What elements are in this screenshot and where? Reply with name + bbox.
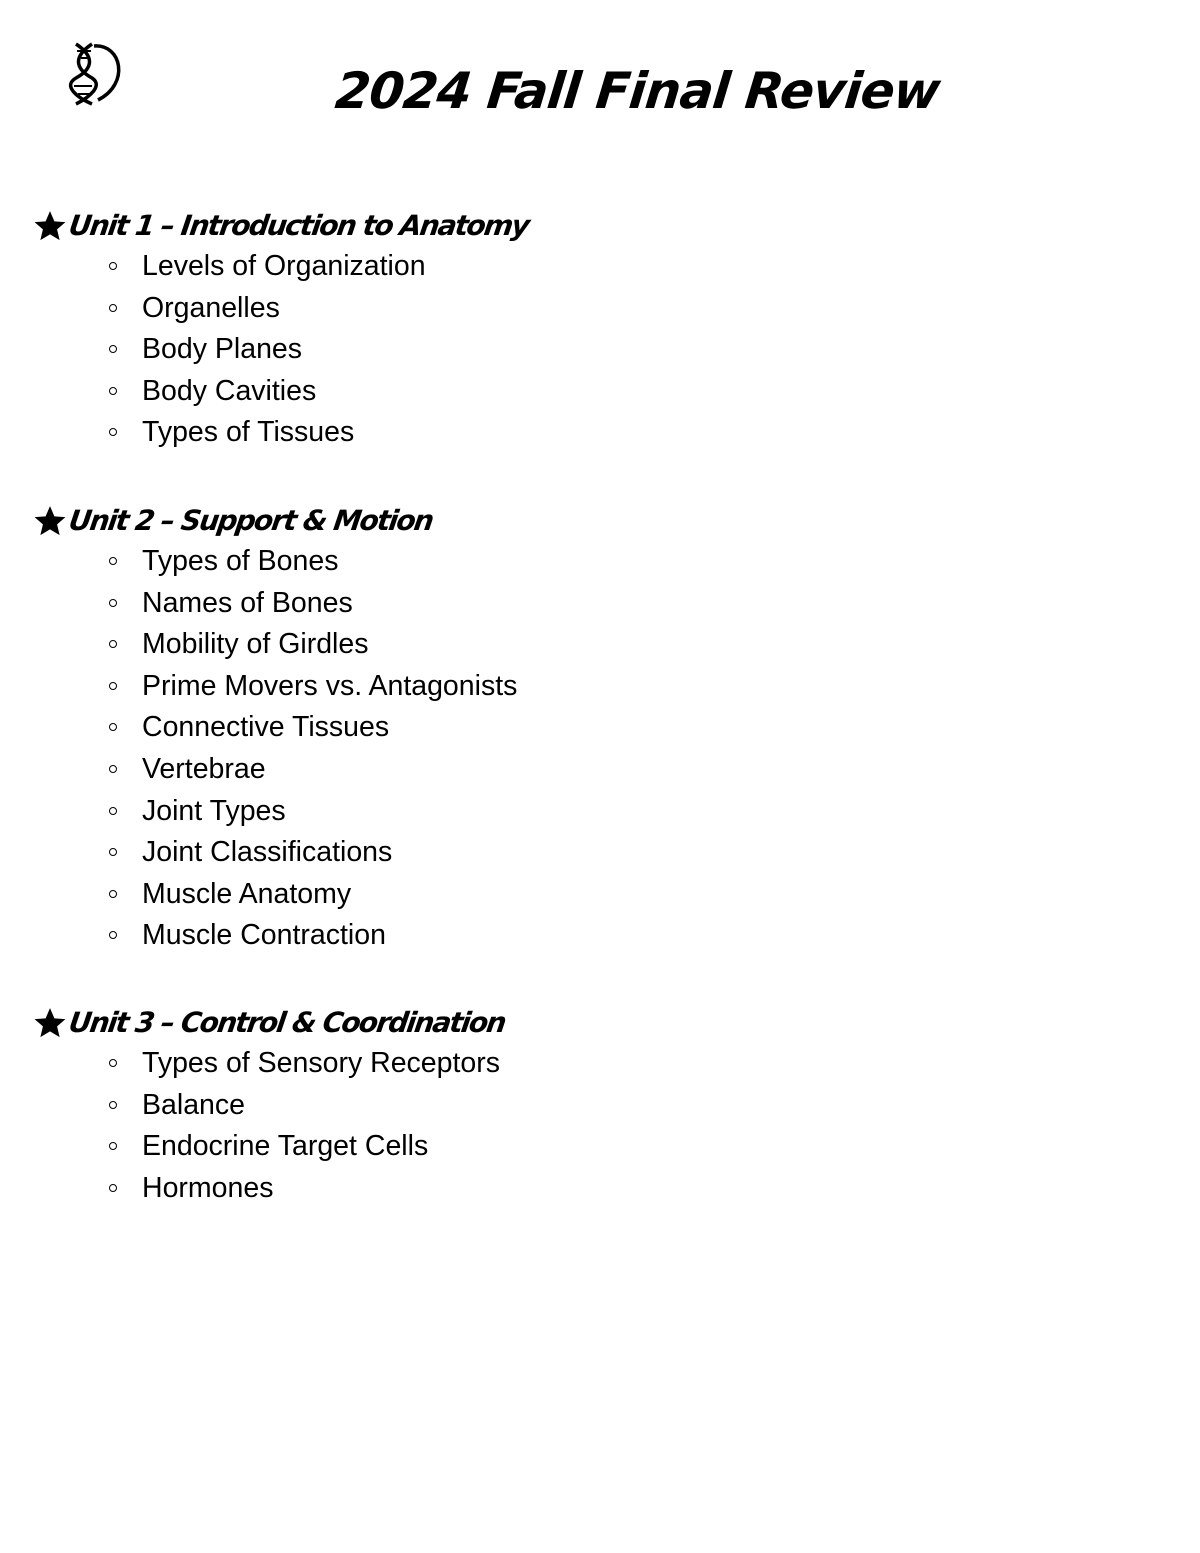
circle-bullet-icon: [109, 599, 117, 607]
star-icon: [33, 209, 67, 243]
list-item: [33, 749, 517, 791]
list-item: [33, 832, 517, 874]
star-icon: [33, 504, 67, 538]
circle-bullet-icon: [109, 807, 117, 815]
unit-section: [33, 1003, 508, 1209]
list-item: [33, 541, 517, 583]
circle-bullet-icon: [109, 1059, 117, 1067]
topic-label: Endocrine Target Cells: [142, 1130, 429, 1163]
star-icon: [33, 1006, 67, 1040]
topic-label: Muscle Anatomy: [142, 877, 352, 910]
topic-label: Prime Movers vs. Antagonists: [142, 669, 518, 702]
circle-bullet-icon: [109, 1101, 117, 1109]
list-item: [33, 329, 528, 371]
topic-label: Muscle Contraction: [142, 919, 386, 952]
circle-bullet-icon: [109, 1184, 117, 1192]
unit-heading: [33, 206, 531, 246]
topic-label: Names of Bones: [142, 586, 353, 619]
list-item: [33, 412, 528, 454]
circle-bullet-icon: [109, 387, 117, 395]
topic-label: Vertebrae: [142, 752, 266, 785]
topic-label: Balance: [142, 1088, 245, 1121]
circle-bullet-icon: [109, 890, 117, 898]
topic-label: Hormones: [142, 1171, 274, 1204]
circle-bullet-icon: [109, 262, 117, 270]
list-item: [33, 707, 517, 749]
topic-label: Connective Tissues: [142, 711, 390, 744]
circle-bullet-icon: [109, 931, 117, 939]
circle-bullet-icon: [109, 428, 117, 436]
circle-bullet-icon: [109, 345, 117, 353]
unit-section: [33, 501, 517, 957]
unit-section: [33, 206, 531, 454]
circle-bullet-icon: [109, 557, 117, 565]
topic-label: Body Planes: [142, 333, 303, 366]
topic-label: Joint Classifications: [142, 836, 393, 869]
topic-label: Types of Bones: [142, 545, 339, 577]
list-item: [33, 1043, 505, 1085]
list-item: [33, 874, 517, 916]
circle-bullet-icon: [109, 723, 117, 731]
topic-list: [33, 541, 517, 957]
topic-label: Levels of Organization: [142, 250, 426, 282]
circle-bullet-icon: [109, 848, 117, 856]
circle-bullet-icon: [109, 640, 117, 648]
list-item: [33, 666, 517, 708]
topic-label: Types of Tissues: [142, 416, 355, 449]
list-item: [33, 583, 517, 625]
topic-label: Mobility of Girdles: [142, 628, 369, 661]
circle-bullet-icon: [109, 682, 117, 690]
list-item: [33, 288, 528, 330]
unit-title: Unit 3 – Control & Coordination: [66, 1006, 508, 1039]
topic-label: Types of Sensory Receptors: [142, 1047, 501, 1079]
list-item: [33, 791, 517, 833]
topic-label: Body Cavities: [142, 374, 317, 407]
page-title: 2024 Fall Final Review: [332, 62, 943, 120]
unit-heading: [33, 1003, 508, 1043]
list-item: [33, 371, 528, 413]
unit-title: Unit 2 – Support & Motion: [66, 504, 435, 537]
list-item: [33, 246, 528, 288]
circle-bullet-icon: [109, 304, 117, 312]
list-item: [33, 1085, 505, 1127]
circle-bullet-icon: [109, 765, 117, 773]
unit-title: Unit 1 – Introduction to Anatomy: [66, 209, 531, 242]
list-item: [33, 1126, 505, 1168]
circle-bullet-icon: [109, 1142, 117, 1150]
list-item: [33, 1168, 505, 1210]
topic-list: [33, 1043, 505, 1209]
topic-label: Organelles: [142, 291, 280, 324]
list-item: [33, 915, 517, 957]
topic-label: Joint Types: [142, 794, 286, 827]
list-item: [33, 624, 517, 666]
topic-list: [33, 246, 528, 454]
unit-heading: [33, 501, 517, 541]
